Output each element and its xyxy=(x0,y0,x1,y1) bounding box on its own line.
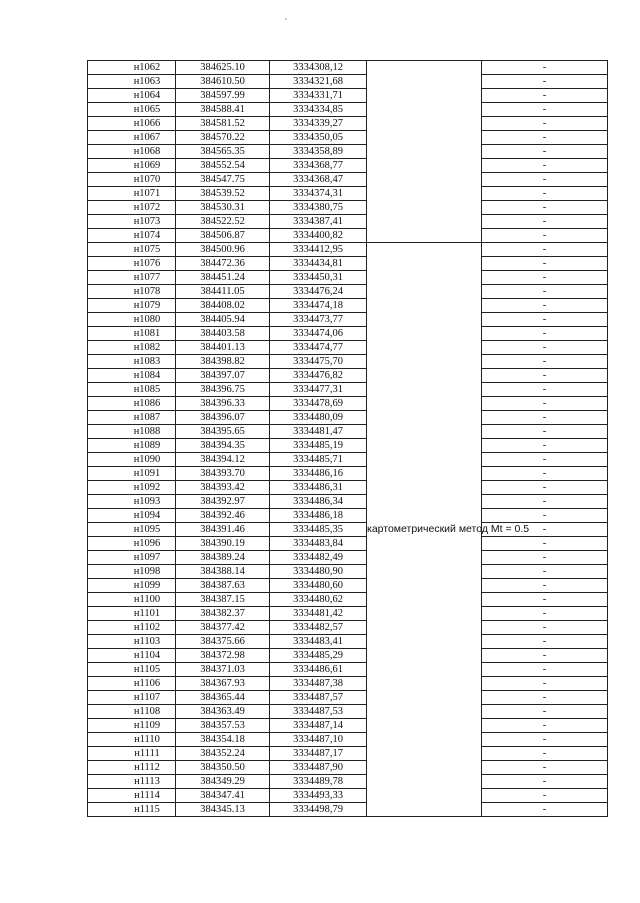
x-coordinate-cell: 384472.36 xyxy=(176,257,270,271)
note-cell: - xyxy=(482,159,608,173)
table-row xyxy=(88,747,608,761)
table-row xyxy=(88,75,608,89)
table-row xyxy=(88,299,608,313)
point-id-cell: н1114 xyxy=(88,789,176,803)
table-row xyxy=(88,173,608,187)
table-row xyxy=(88,691,608,705)
table-row xyxy=(88,187,608,201)
point-id-cell: н1089 xyxy=(88,439,176,453)
table-row xyxy=(88,145,608,159)
table-row xyxy=(88,383,608,397)
point-id-cell: н1102 xyxy=(88,621,176,635)
x-coordinate-cell: 384403.58 xyxy=(176,327,270,341)
note-cell: - xyxy=(482,537,608,551)
point-id-cell: н1075 xyxy=(88,243,176,257)
table-row xyxy=(88,537,608,551)
note-cell: - xyxy=(482,495,608,509)
x-coordinate-cell: 384382.37 xyxy=(176,607,270,621)
table-row xyxy=(88,607,608,621)
note-cell: - xyxy=(482,103,608,117)
x-coordinate-cell: 384396.75 xyxy=(176,383,270,397)
point-id-cell: н1067 xyxy=(88,131,176,145)
note-cell: - xyxy=(482,523,608,537)
note-cell: - xyxy=(482,761,608,775)
x-coordinate-cell: 384372.98 xyxy=(176,649,270,663)
point-id-cell: н1086 xyxy=(88,397,176,411)
note-cell: - xyxy=(482,509,608,523)
note-cell: - xyxy=(482,635,608,649)
x-coordinate-cell: 384398.82 xyxy=(176,355,270,369)
table-row xyxy=(88,649,608,663)
point-id-cell: н1110 xyxy=(88,733,176,747)
point-id-cell: н1087 xyxy=(88,411,176,425)
point-id-cell: н1064 xyxy=(88,89,176,103)
y-coordinate-cell: 3334482,57 xyxy=(270,621,367,635)
note-cell: - xyxy=(482,215,608,229)
table-row xyxy=(88,341,608,355)
point-id-cell: н1093 xyxy=(88,495,176,509)
y-coordinate-cell: 3334489,78 xyxy=(270,775,367,789)
table-row xyxy=(88,215,608,229)
x-coordinate-cell: 384389.24 xyxy=(176,551,270,565)
note-cell: - xyxy=(482,467,608,481)
y-coordinate-cell: 3334339,27 xyxy=(270,117,367,131)
note-cell: - xyxy=(482,243,608,257)
point-id-cell: н1077 xyxy=(88,271,176,285)
note-cell: - xyxy=(482,327,608,341)
table-row xyxy=(88,481,608,495)
y-coordinate-cell: 3334486,16 xyxy=(270,467,367,481)
note-cell: - xyxy=(482,789,608,803)
y-coordinate-cell: 3334498,79 xyxy=(270,803,367,817)
point-id-cell: н1072 xyxy=(88,201,176,215)
table-row xyxy=(88,733,608,747)
point-id-cell: н1068 xyxy=(88,145,176,159)
coordinates-table xyxy=(87,60,608,817)
x-coordinate-cell: 384391.46 xyxy=(176,523,270,537)
x-coordinate-cell: 384393.42 xyxy=(176,481,270,495)
y-coordinate-cell: 3334487,53 xyxy=(270,705,367,719)
y-coordinate-cell: 3334473,77 xyxy=(270,313,367,327)
y-coordinate-cell: 3334374,31 xyxy=(270,187,367,201)
point-id-cell: н1084 xyxy=(88,369,176,383)
x-coordinate-cell: 384350.50 xyxy=(176,761,270,775)
table-row xyxy=(88,635,608,649)
x-coordinate-cell: 384349.29 xyxy=(176,775,270,789)
y-coordinate-cell: 3334485,29 xyxy=(270,649,367,663)
x-coordinate-cell: 384377.42 xyxy=(176,621,270,635)
x-coordinate-cell: 384405.94 xyxy=(176,313,270,327)
table-row xyxy=(88,355,608,369)
x-coordinate-cell: 384401.13 xyxy=(176,341,270,355)
x-coordinate-cell: 384390.19 xyxy=(176,537,270,551)
table-row xyxy=(88,285,608,299)
table-row xyxy=(88,509,608,523)
y-coordinate-cell: 3334480,60 xyxy=(270,579,367,593)
table-row xyxy=(88,159,608,173)
y-coordinate-cell: 3334486,34 xyxy=(270,495,367,509)
x-coordinate-cell: 384506.87 xyxy=(176,229,270,243)
y-coordinate-cell: 3334487,17 xyxy=(270,747,367,761)
x-coordinate-cell: 384367.93 xyxy=(176,677,270,691)
table-row xyxy=(88,467,608,481)
point-id-cell: н1079 xyxy=(88,299,176,313)
x-coordinate-cell: 384394.12 xyxy=(176,453,270,467)
x-coordinate-cell: 384392.97 xyxy=(176,495,270,509)
x-coordinate-cell: 384393.70 xyxy=(176,467,270,481)
y-coordinate-cell: 3334487,38 xyxy=(270,677,367,691)
x-coordinate-cell: 384451.24 xyxy=(176,271,270,285)
note-cell: - xyxy=(482,411,608,425)
x-coordinate-cell: 384392.46 xyxy=(176,509,270,523)
note-cell: - xyxy=(482,341,608,355)
table-row xyxy=(88,565,608,579)
y-coordinate-cell: 3334450,31 xyxy=(270,271,367,285)
point-id-cell: н1098 xyxy=(88,565,176,579)
point-id-cell: н1065 xyxy=(88,103,176,117)
note-cell: - xyxy=(482,131,608,145)
table-row xyxy=(88,61,608,75)
note-cell: - xyxy=(482,257,608,271)
table-row xyxy=(88,775,608,789)
note-cell: - xyxy=(482,369,608,383)
y-coordinate-cell: 3334485,35 xyxy=(270,523,367,537)
y-coordinate-cell: 3334321,68 xyxy=(270,75,367,89)
table-row xyxy=(88,201,608,215)
note-cell: - xyxy=(482,747,608,761)
x-coordinate-cell: 384365.44 xyxy=(176,691,270,705)
note-cell: - xyxy=(482,299,608,313)
y-coordinate-cell: 3334474,18 xyxy=(270,299,367,313)
note-cell: - xyxy=(482,551,608,565)
point-id-cell: н1073 xyxy=(88,215,176,229)
x-coordinate-cell: 384588.41 xyxy=(176,103,270,117)
y-coordinate-cell: 3334358,89 xyxy=(270,145,367,159)
y-coordinate-cell: 3334475,70 xyxy=(270,355,367,369)
note-cell: - xyxy=(482,663,608,677)
x-coordinate-cell: 384354.18 xyxy=(176,733,270,747)
point-id-cell: н1111 xyxy=(88,747,176,761)
x-coordinate-cell: 384539.52 xyxy=(176,187,270,201)
note-cell: - xyxy=(482,383,608,397)
x-coordinate-cell: 384347.41 xyxy=(176,789,270,803)
table-row xyxy=(88,103,608,117)
y-coordinate-cell: 3334308,12 xyxy=(270,61,367,75)
x-coordinate-cell: 384387.15 xyxy=(176,593,270,607)
table-row xyxy=(88,397,608,411)
note-cell: - xyxy=(482,285,608,299)
table-row xyxy=(88,257,608,271)
y-coordinate-cell: 3334487,10 xyxy=(270,733,367,747)
point-id-cell: н1094 xyxy=(88,509,176,523)
table-row xyxy=(88,761,608,775)
note-cell: - xyxy=(482,649,608,663)
y-coordinate-cell: 3334476,82 xyxy=(270,369,367,383)
y-coordinate-cell: 3334380,75 xyxy=(270,201,367,215)
point-id-cell: н1069 xyxy=(88,159,176,173)
y-coordinate-cell: 3334483,84 xyxy=(270,537,367,551)
point-id-cell: н1109 xyxy=(88,719,176,733)
x-coordinate-cell: 384352.24 xyxy=(176,747,270,761)
table-row xyxy=(88,327,608,341)
point-id-cell: н1112 xyxy=(88,761,176,775)
table-row xyxy=(88,551,608,565)
y-coordinate-cell: 3334482,49 xyxy=(270,551,367,565)
y-coordinate-cell: 3334485,71 xyxy=(270,453,367,467)
note-cell: - xyxy=(482,593,608,607)
y-coordinate-cell: 3334474,77 xyxy=(270,341,367,355)
table-row xyxy=(88,131,608,145)
scan-speck xyxy=(285,18,287,20)
note-cell: - xyxy=(482,145,608,159)
note-cell: - xyxy=(482,201,608,215)
y-coordinate-cell: 3334400,82 xyxy=(270,229,367,243)
point-id-cell: н1099 xyxy=(88,579,176,593)
note-cell: - xyxy=(482,75,608,89)
y-coordinate-cell: 3334480,09 xyxy=(270,411,367,425)
y-coordinate-cell: 3334485,19 xyxy=(270,439,367,453)
method-cell-empty xyxy=(367,61,482,243)
note-cell: - xyxy=(482,173,608,187)
table-row xyxy=(88,271,608,285)
y-coordinate-cell: 3334474,06 xyxy=(270,327,367,341)
point-id-cell: н1092 xyxy=(88,481,176,495)
y-coordinate-cell: 3334331,71 xyxy=(270,89,367,103)
note-cell: - xyxy=(482,775,608,789)
note-cell: - xyxy=(482,425,608,439)
x-coordinate-cell: 384394.35 xyxy=(176,439,270,453)
y-coordinate-cell: 3334350,05 xyxy=(270,131,367,145)
table-row xyxy=(88,579,608,593)
table-row xyxy=(88,803,608,817)
note-cell: - xyxy=(482,453,608,467)
note-cell: - xyxy=(482,691,608,705)
table-row xyxy=(88,663,608,677)
table-row xyxy=(88,89,608,103)
x-coordinate-cell: 384552.54 xyxy=(176,159,270,173)
point-id-cell: н1082 xyxy=(88,341,176,355)
x-coordinate-cell: 384396.33 xyxy=(176,397,270,411)
point-id-cell: н1097 xyxy=(88,551,176,565)
x-coordinate-cell: 384597.99 xyxy=(176,89,270,103)
point-id-cell: н1104 xyxy=(88,649,176,663)
note-cell: - xyxy=(482,397,608,411)
y-coordinate-cell: 3334412,95 xyxy=(270,243,367,257)
x-coordinate-cell: 384411.05 xyxy=(176,285,270,299)
table-row xyxy=(88,789,608,803)
note-cell: - xyxy=(482,481,608,495)
y-coordinate-cell: 3334434,81 xyxy=(270,257,367,271)
point-id-cell: н1071 xyxy=(88,187,176,201)
table-row xyxy=(88,117,608,131)
y-coordinate-cell: 3334368,77 xyxy=(270,159,367,173)
note-cell: - xyxy=(482,803,608,817)
y-coordinate-cell: 3334477,31 xyxy=(270,383,367,397)
table-row xyxy=(88,453,608,467)
x-coordinate-cell: 384547.75 xyxy=(176,173,270,187)
y-coordinate-cell: 3334481,47 xyxy=(270,425,367,439)
method-cell: картометрический метод Mt = 0.5 xyxy=(367,243,482,817)
y-coordinate-cell: 3334480,62 xyxy=(270,593,367,607)
y-coordinate-cell: 3334486,31 xyxy=(270,481,367,495)
point-id-cell: н1066 xyxy=(88,117,176,131)
x-coordinate-cell: 384500.96 xyxy=(176,243,270,257)
point-id-cell: н1101 xyxy=(88,607,176,621)
coordinates-table-body xyxy=(88,61,608,817)
x-coordinate-cell: 384610.50 xyxy=(176,75,270,89)
table-row xyxy=(88,495,608,509)
x-coordinate-cell: 384371.03 xyxy=(176,663,270,677)
point-id-cell: н1085 xyxy=(88,383,176,397)
y-coordinate-cell: 3334368,47 xyxy=(270,173,367,187)
x-coordinate-cell: 384625.10 xyxy=(176,61,270,75)
table-row xyxy=(88,439,608,453)
y-coordinate-cell: 3334480,90 xyxy=(270,565,367,579)
point-id-cell: н1113 xyxy=(88,775,176,789)
y-coordinate-cell: 3334487,14 xyxy=(270,719,367,733)
x-coordinate-cell: 384397.07 xyxy=(176,369,270,383)
x-coordinate-cell: 384357.53 xyxy=(176,719,270,733)
x-coordinate-cell: 384565.35 xyxy=(176,145,270,159)
point-id-cell: н1091 xyxy=(88,467,176,481)
point-id-cell: н1100 xyxy=(88,593,176,607)
table-row xyxy=(88,425,608,439)
y-coordinate-cell: 3334493,33 xyxy=(270,789,367,803)
x-coordinate-cell: 384530.31 xyxy=(176,201,270,215)
note-cell: - xyxy=(482,439,608,453)
table-row xyxy=(88,593,608,607)
point-id-cell: н1115 xyxy=(88,803,176,817)
x-coordinate-cell: 384408.02 xyxy=(176,299,270,313)
note-cell: - xyxy=(482,355,608,369)
table-row xyxy=(88,411,608,425)
point-id-cell: н1090 xyxy=(88,453,176,467)
x-coordinate-cell: 384570.22 xyxy=(176,131,270,145)
table-row xyxy=(88,719,608,733)
y-coordinate-cell: 3334486,61 xyxy=(270,663,367,677)
point-id-cell: н1106 xyxy=(88,677,176,691)
note-cell: - xyxy=(482,61,608,75)
table-row xyxy=(88,229,608,243)
y-coordinate-cell: 3334334,85 xyxy=(270,103,367,117)
y-coordinate-cell: 3334486,18 xyxy=(270,509,367,523)
note-cell: - xyxy=(482,565,608,579)
point-id-cell: н1095 xyxy=(88,523,176,537)
y-coordinate-cell: 3334487,90 xyxy=(270,761,367,775)
x-coordinate-cell: 384388.14 xyxy=(176,565,270,579)
point-id-cell: н1080 xyxy=(88,313,176,327)
x-coordinate-cell: 384387.63 xyxy=(176,579,270,593)
table-row xyxy=(88,313,608,327)
point-id-cell: н1070 xyxy=(88,173,176,187)
x-coordinate-cell: 384396.07 xyxy=(176,411,270,425)
note-cell: - xyxy=(482,677,608,691)
note-cell: - xyxy=(482,271,608,285)
y-coordinate-cell: 3334487,57 xyxy=(270,691,367,705)
note-cell: - xyxy=(482,313,608,327)
point-id-cell: н1105 xyxy=(88,663,176,677)
point-id-cell: н1074 xyxy=(88,229,176,243)
point-id-cell: н1107 xyxy=(88,691,176,705)
y-coordinate-cell: 3334476,24 xyxy=(270,285,367,299)
y-coordinate-cell: 3334478,69 xyxy=(270,397,367,411)
table-row xyxy=(88,677,608,691)
y-coordinate-cell: 3334481,42 xyxy=(270,607,367,621)
table-row xyxy=(88,621,608,635)
note-cell: - xyxy=(482,579,608,593)
table-row xyxy=(88,705,608,719)
note-cell: - xyxy=(482,719,608,733)
note-cell: - xyxy=(482,187,608,201)
y-coordinate-cell: 3334387,41 xyxy=(270,215,367,229)
note-cell: - xyxy=(482,229,608,243)
note-cell: - xyxy=(482,705,608,719)
point-id-cell: н1078 xyxy=(88,285,176,299)
note-cell: - xyxy=(482,607,608,621)
table-row xyxy=(88,243,608,257)
x-coordinate-cell: 384375.66 xyxy=(176,635,270,649)
point-id-cell: н1076 xyxy=(88,257,176,271)
note-cell: - xyxy=(482,733,608,747)
y-coordinate-cell: 3334483,41 xyxy=(270,635,367,649)
x-coordinate-cell: 384345.13 xyxy=(176,803,270,817)
table-row xyxy=(88,369,608,383)
x-coordinate-cell: 384395.65 xyxy=(176,425,270,439)
point-id-cell: н1103 xyxy=(88,635,176,649)
point-id-cell: н1081 xyxy=(88,327,176,341)
point-id-cell: н1063 xyxy=(88,75,176,89)
point-id-cell: н1088 xyxy=(88,425,176,439)
point-id-cell: н1108 xyxy=(88,705,176,719)
x-coordinate-cell: 384522.52 xyxy=(176,215,270,229)
x-coordinate-cell: 384363.49 xyxy=(176,705,270,719)
note-cell: - xyxy=(482,621,608,635)
note-cell: - xyxy=(482,117,608,131)
point-id-cell: н1083 xyxy=(88,355,176,369)
point-id-cell: н1096 xyxy=(88,537,176,551)
note-cell: - xyxy=(482,89,608,103)
point-id-cell: н1062 xyxy=(88,61,176,75)
table-row xyxy=(88,523,608,537)
x-coordinate-cell: 384581.52 xyxy=(176,117,270,131)
